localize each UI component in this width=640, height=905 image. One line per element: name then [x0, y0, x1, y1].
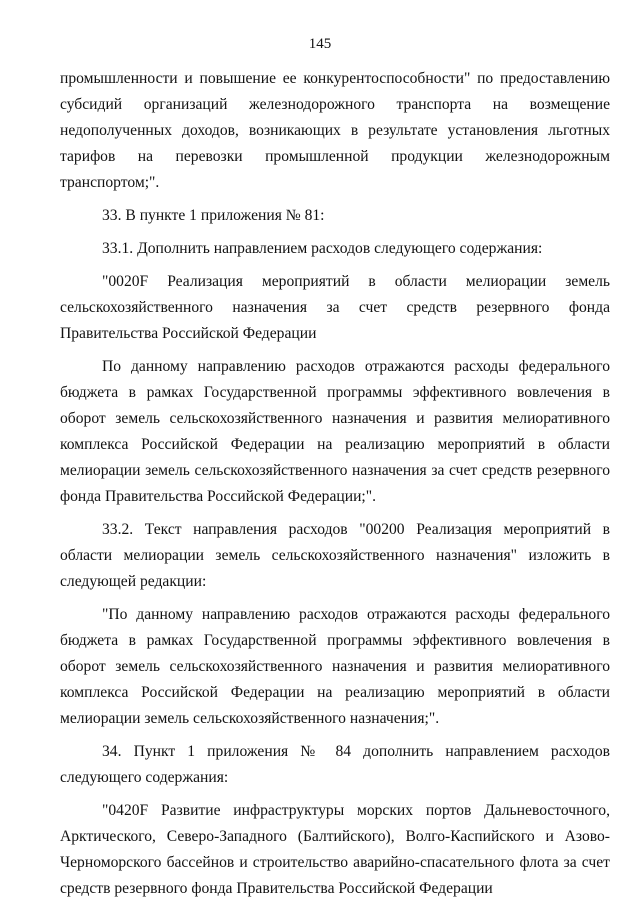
- paragraph-item-33: 33. В пункте 1 приложения № 81:: [102, 207, 325, 224]
- paragraph-item-33-1: 33.1. Дополнить направлением расходов следующего содержания:: [102, 240, 543, 257]
- paragraph-continuation: промышленности и повышение ее конкурентоспособности" по предоставлению субсидий организаций железнодорожного транспорта на возмещение недополученных доходов, возникающих в результате установления льготных тарифов на перевозки промышленной продукции железнодорожным транспортом;".: [60, 70, 610, 191]
- paragraph-item-34: 34. Пункт 1 приложения № 84 дополнить направлением расходов следующего содержания:: [60, 743, 610, 786]
- page-number: 145: [308, 36, 332, 52]
- paragraph-description-00200: "По данному направлению расходов отражаются расходы федерального бюджета в рамках Государственной программы эффективного вовлечения в оборот земель сельскохозяйственного назначения и развития мелиоративного комплекса Российской Федерации на реализацию мероприятий в области мелиорации земель сельскохозяйственного назначения;".: [60, 606, 610, 727]
- paragraph-code-0020f: "0020F Реализация мероприятий в области мелиорации земель сельскохозяйственного назначения за счет средств резервного фонда Правительства Российской Федерации: [60, 273, 610, 342]
- paragraph-item-33-2: 33.2. Текст направления расходов "00200 Реализация мероприятий в области мелиорации земель сельскохозяйственного назначения" изложить в следующей редакции:: [60, 521, 610, 590]
- document-body: [60, 66, 610, 902]
- paragraph-description-0020f: По данному направлению расходов отражаются расходы федерального бюджета в рамках Государственной программы эффективного вовлечения в оборот земель сельскохозяйственного назначения и развития мелиоративного комплекса Российской Федерации на реализацию мероприятий в области мелиорации земель сельскохозяйственного назначения за счет средств резервного фонда Правительства Российской Федерации;".: [60, 358, 610, 505]
- paragraph-code-0420f: "0420F Развитие инфраструктуры морских портов Дальневосточного, Арктического, Северо-Западного (Балтийского), Волго-Каспийского и Азово-Черноморского бассейнов и строительство аварийно-спасательного флота за счет средств резервного фонда Правительства Российской Федерации: [60, 802, 610, 897]
